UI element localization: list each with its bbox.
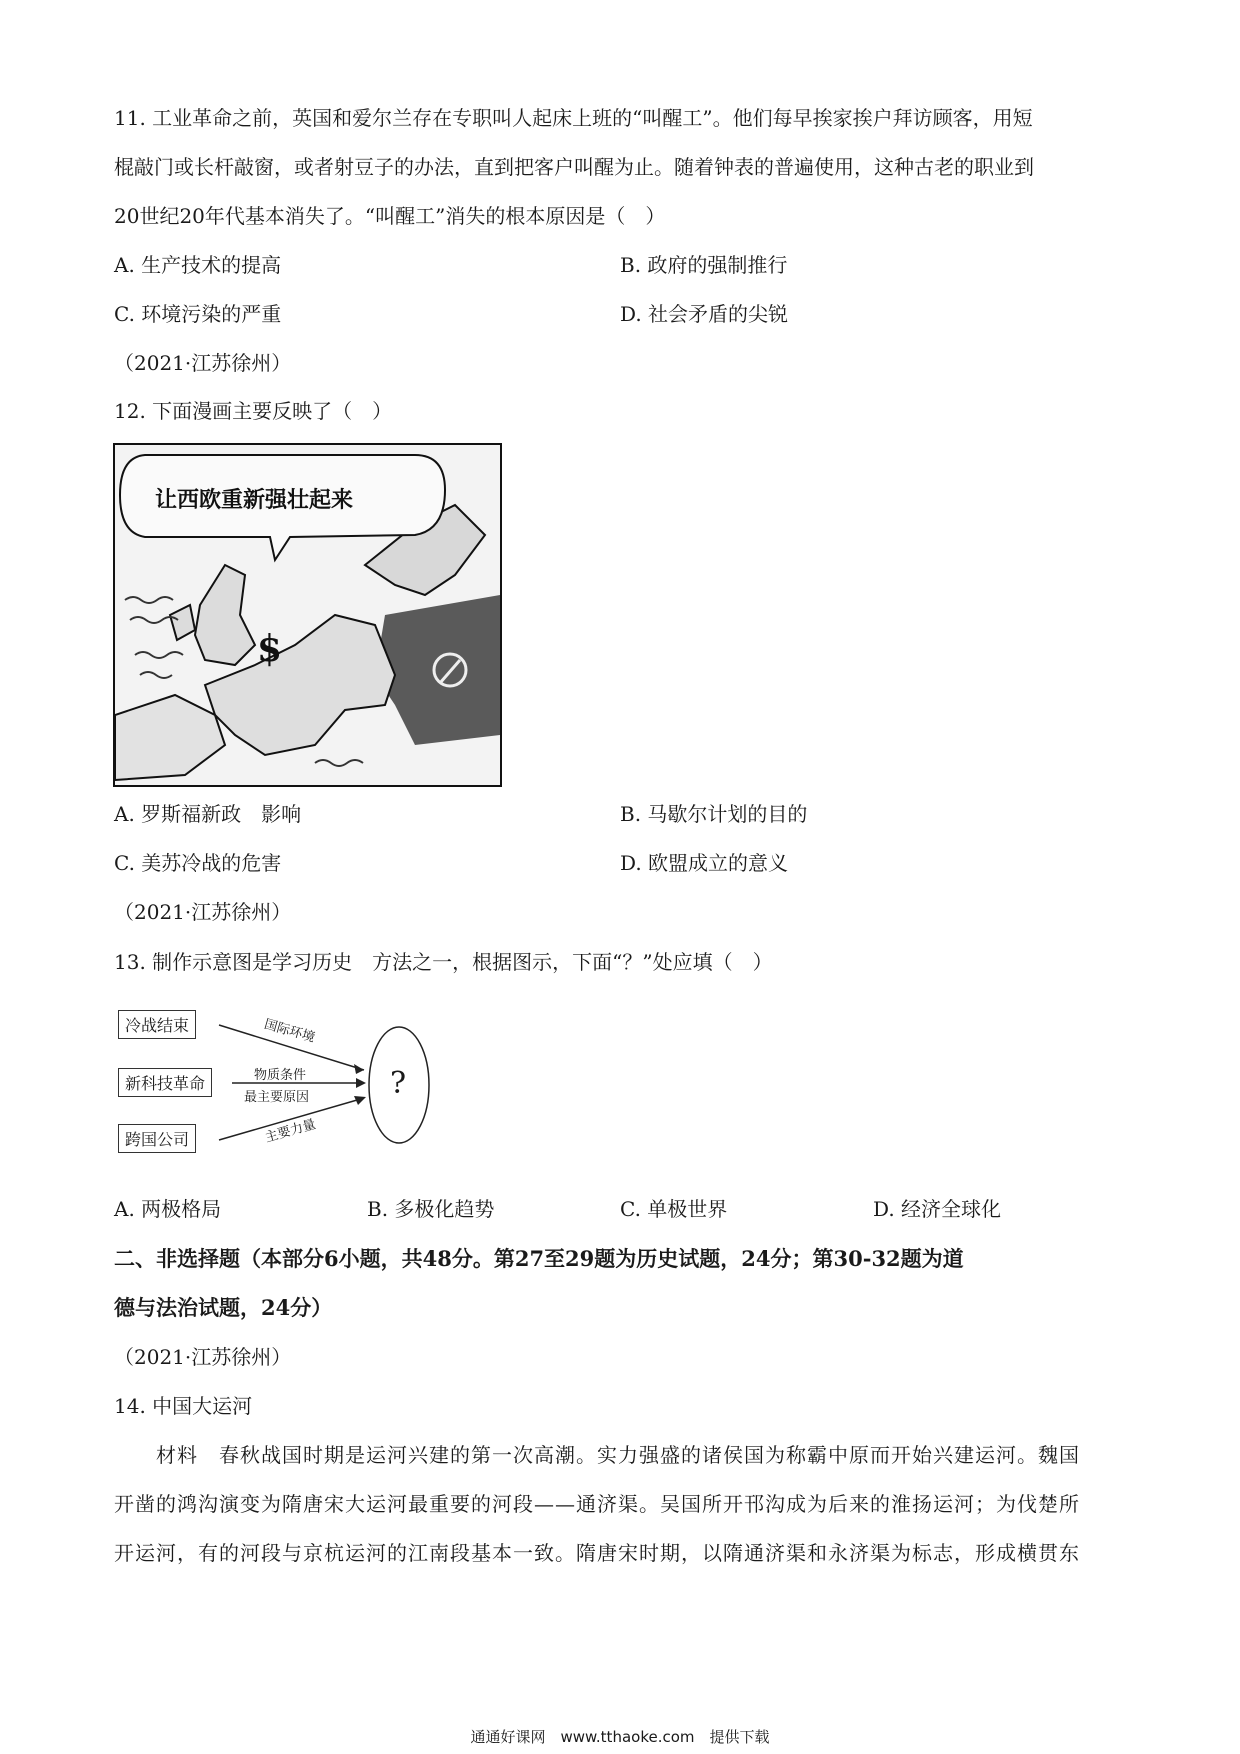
cartoon-map-illustration bbox=[115, 445, 500, 785]
diagram-box-multinationals: 跨国公司 bbox=[118, 1124, 196, 1153]
q13-diagram bbox=[114, 1000, 454, 1170]
diagram-box-cold-war-end: 冷战结束 bbox=[118, 1010, 196, 1039]
q13-option-c[interactable]: C. 单极世界 bbox=[620, 1197, 728, 1221]
q14-title: 14. 中国大运河 bbox=[114, 1394, 253, 1418]
q11-option-d[interactable]: D. 社会矛盾的尖锐 bbox=[620, 302, 789, 326]
q13-stem: 13. 制作示意图是学习历史 方法之一，根据图示，下面“？”处应填（ ） bbox=[114, 950, 773, 974]
q11-stem-line2: 棍敲门或长杆敲窗，或者射豆子的办法，直到把客户叫醒为止。随着钟表的普遍使用，这种古老的职业到 bbox=[114, 155, 1034, 179]
source-tag: （2021·江苏徐州） bbox=[114, 900, 292, 924]
page-footer: 通通好课网 www.tthaoke.com 提供下载 bbox=[470, 1728, 770, 1746]
q13-option-d[interactable]: D. 经济全球化 bbox=[873, 1197, 1002, 1221]
q11-option-c[interactable]: C. 环境污染的严重 bbox=[114, 302, 282, 326]
q12-option-a[interactable]: A. 罗斯福新政 影响 bbox=[114, 802, 302, 826]
q12-option-d[interactable]: D. 欧盟成立的意义 bbox=[620, 851, 789, 875]
source-tag: （2021·江苏徐州） bbox=[114, 351, 292, 375]
q11-stem-line1: 11. 工业革命之前，英国和爱尔兰存在专职叫人起床上班的“叫醒工”。他们每早挨家挨户拜访顾客，用短 bbox=[114, 106, 1033, 130]
diagram-box-tech-revolution: 新科技革命 bbox=[118, 1068, 212, 1097]
diagram-question-mark: ? bbox=[390, 1066, 407, 1101]
q12-stem: 12. 下面漫画主要反映了（ ） bbox=[114, 399, 393, 423]
diagram-label-main-force: 主要力量 bbox=[263, 1117, 318, 1146]
q13-option-b[interactable]: B. 多极化趋势 bbox=[367, 1197, 495, 1221]
dollar-symbol: $ bbox=[257, 628, 283, 670]
cartoon-image bbox=[113, 443, 502, 787]
q14-material-line2: 开凿的鸿沟演变为隋唐宋大运河最重要的河段——通济渠。吴国所开邗沟成为后来的淮扬运河；为伐楚所 bbox=[114, 1492, 1080, 1516]
section2-heading-line1: 二、非选择题（本部分6小题，共48分。第27至29题为历史试题，24分；第30-32题为道 bbox=[114, 1246, 964, 1271]
diagram-label-international: 国际环境 bbox=[262, 1017, 317, 1046]
source-tag: （2021·江苏徐州） bbox=[114, 1345, 292, 1369]
diagram-label-material: 物质条件 bbox=[254, 1068, 307, 1083]
q11-option-b[interactable]: B. 政府的强制推行 bbox=[620, 253, 788, 277]
diagram-label-main-reason: 最主要原因 bbox=[244, 1090, 310, 1105]
q12-option-c[interactable]: C. 美苏冷战的危害 bbox=[114, 851, 282, 875]
q14-material-line1: 材料 春秋战国时期是运河兴建的第一次高潮。实力强盛的诸侯国为称霸中原而开始兴建运河。魏国 bbox=[114, 1443, 1080, 1467]
section2-heading-line2: 德与法治试题，24分） bbox=[114, 1295, 333, 1320]
q14-material-line3: 开运河，有的河段与京杭运河的江南段基本一致。隋唐宋时期，以隋通济渠和永济渠为标志，形成横贯东 bbox=[114, 1541, 1080, 1565]
q11-stem-line3: 20世纪20年代基本消失了。“叫醒工”消失的根本原因是（ ） bbox=[114, 204, 666, 228]
q12-option-b[interactable]: B. 马歇尔计划的目的 bbox=[620, 802, 808, 826]
q11-option-a[interactable]: A. 生产技术的提高 bbox=[114, 253, 282, 277]
cartoon-bubble-text: 让西欧重新强壮起来 bbox=[155, 487, 354, 513]
q13-option-a[interactable]: A. 两极格局 bbox=[114, 1197, 222, 1221]
